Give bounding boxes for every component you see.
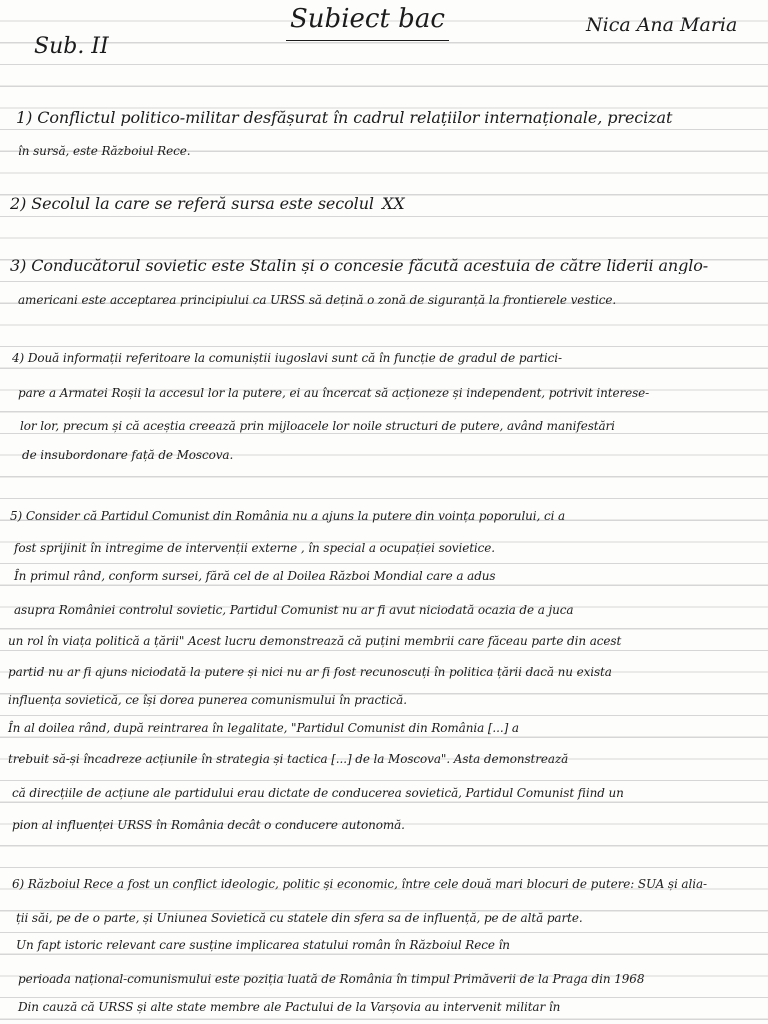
answer-3-line-1: 3) Conducătorul sovietic este Stalin și o concesie făcută acestuia de către liderii anglo- — [10, 258, 709, 274]
answer-5-line-4: asupra României controlul sovietic, Partidul Comunist nu ar fi avut niciodată ocazia de a juca — [14, 603, 574, 617]
answer-4-line-2: pare a Armatei Roșii la accesul lor la putere, ei au încercat să acționeze și independent, potrivit interese- — [18, 386, 650, 400]
answer-6-line-2: ții săi, pe de o parte, și Uniunea Sovietică cu statele din sfera sa de influență, pe de altă parte. — [16, 911, 583, 925]
answer-1-line-1: 1) Conflictul politico-militar desfășurat în cadrul relațiilor internaționale, precizat — [16, 110, 673, 126]
answer-3-line-2: americani este acceptarea principiului ca URSS să dețină o zonă de siguranță la frontierele vestice. — [18, 293, 617, 307]
author-name: Nica Ana Maria — [586, 14, 738, 36]
answer-1-line-2: în sursă, este Războiul Rece. — [18, 144, 191, 158]
answer-5-line-6: partid nu ar fi ajuns niciodată la putere și nici nu ar fi fost recunoscuți în politica țării dacă nu exista — [8, 665, 612, 679]
answer-4-line-4: de insubordonare față de Moscova. — [22, 448, 234, 462]
answer-5-line-8: În al doilea rând, după reintrarea în legalitate, "Partidul Comunist din România [...] a — [8, 721, 519, 735]
answer-5-line-1: 5) Consider că Partidul Comunist din România nu a ajuns la putere din voința poporului, ci a — [10, 509, 566, 523]
answer-4-line-1: 4) Două informații referitoare la comuniștii iugoslavi sunt că în funcție de gradul de partici- — [12, 351, 562, 365]
answer-2-text: 2) Secolul la care se referă sursa este secolul — [10, 196, 374, 212]
section-label: Sub. II — [34, 34, 109, 59]
answer-6-line-3: Un fapt istoric relevant care susține implicarea statului român în Războiul Rece în — [16, 938, 510, 952]
answer-5-line-2: fost sprijinit în intregime de intervenții externe , în special a ocupației sovietice. — [14, 541, 495, 555]
answer-6-line-5: Din cauză că URSS și alte state membre ale Pactului de la Varșovia au intervenit militar în — [18, 1000, 561, 1014]
answer-5-line-10: că direcțiile de acțiune ale partidului erau dictate de conducerea sovietică, Partidul Comunist fiind un — [12, 786, 624, 800]
answer-5-line-9: trebuit să-și încadreze acțiunile în strategia și tactica [...] de la Moscova". Asta demonstrează — [8, 752, 569, 766]
answer-5-line-5: un rol în viața politică a țării" Acest lucru demonstrează că puțini membrii care făceau parte din acest — [8, 634, 622, 648]
answer-6-line-1: 6) Războiul Rece a fost un conflict ideologic, politic și economic, între cele două mari blocuri de putere: SUA și alia- — [12, 877, 707, 891]
answer-5-line-7: influența sovietică, ce își dorea punerea comunismului în practică. — [8, 693, 407, 707]
page-title: Subiect bac — [286, 4, 449, 41]
answer-2-line — [0, 196, 768, 212]
answer-5-line-3: În primul rând, conform sursei, fără cel de al Doilea Război Mondial care a adus — [14, 569, 496, 583]
century-label: XX — [379, 196, 408, 212]
answer-6-line-4: perioada național-comunismului este poziția luată de România în timpul Primăverii de la Praga din 1968 — [18, 972, 645, 986]
answer-5-line-11: pion al influenței URSS în România decât o conducere autonomă. — [12, 818, 405, 832]
answer-4-line-3: lor lor, precum și că aceștia creează prin mijloacele lor noile structuri de putere, având manifestări — [20, 419, 615, 433]
